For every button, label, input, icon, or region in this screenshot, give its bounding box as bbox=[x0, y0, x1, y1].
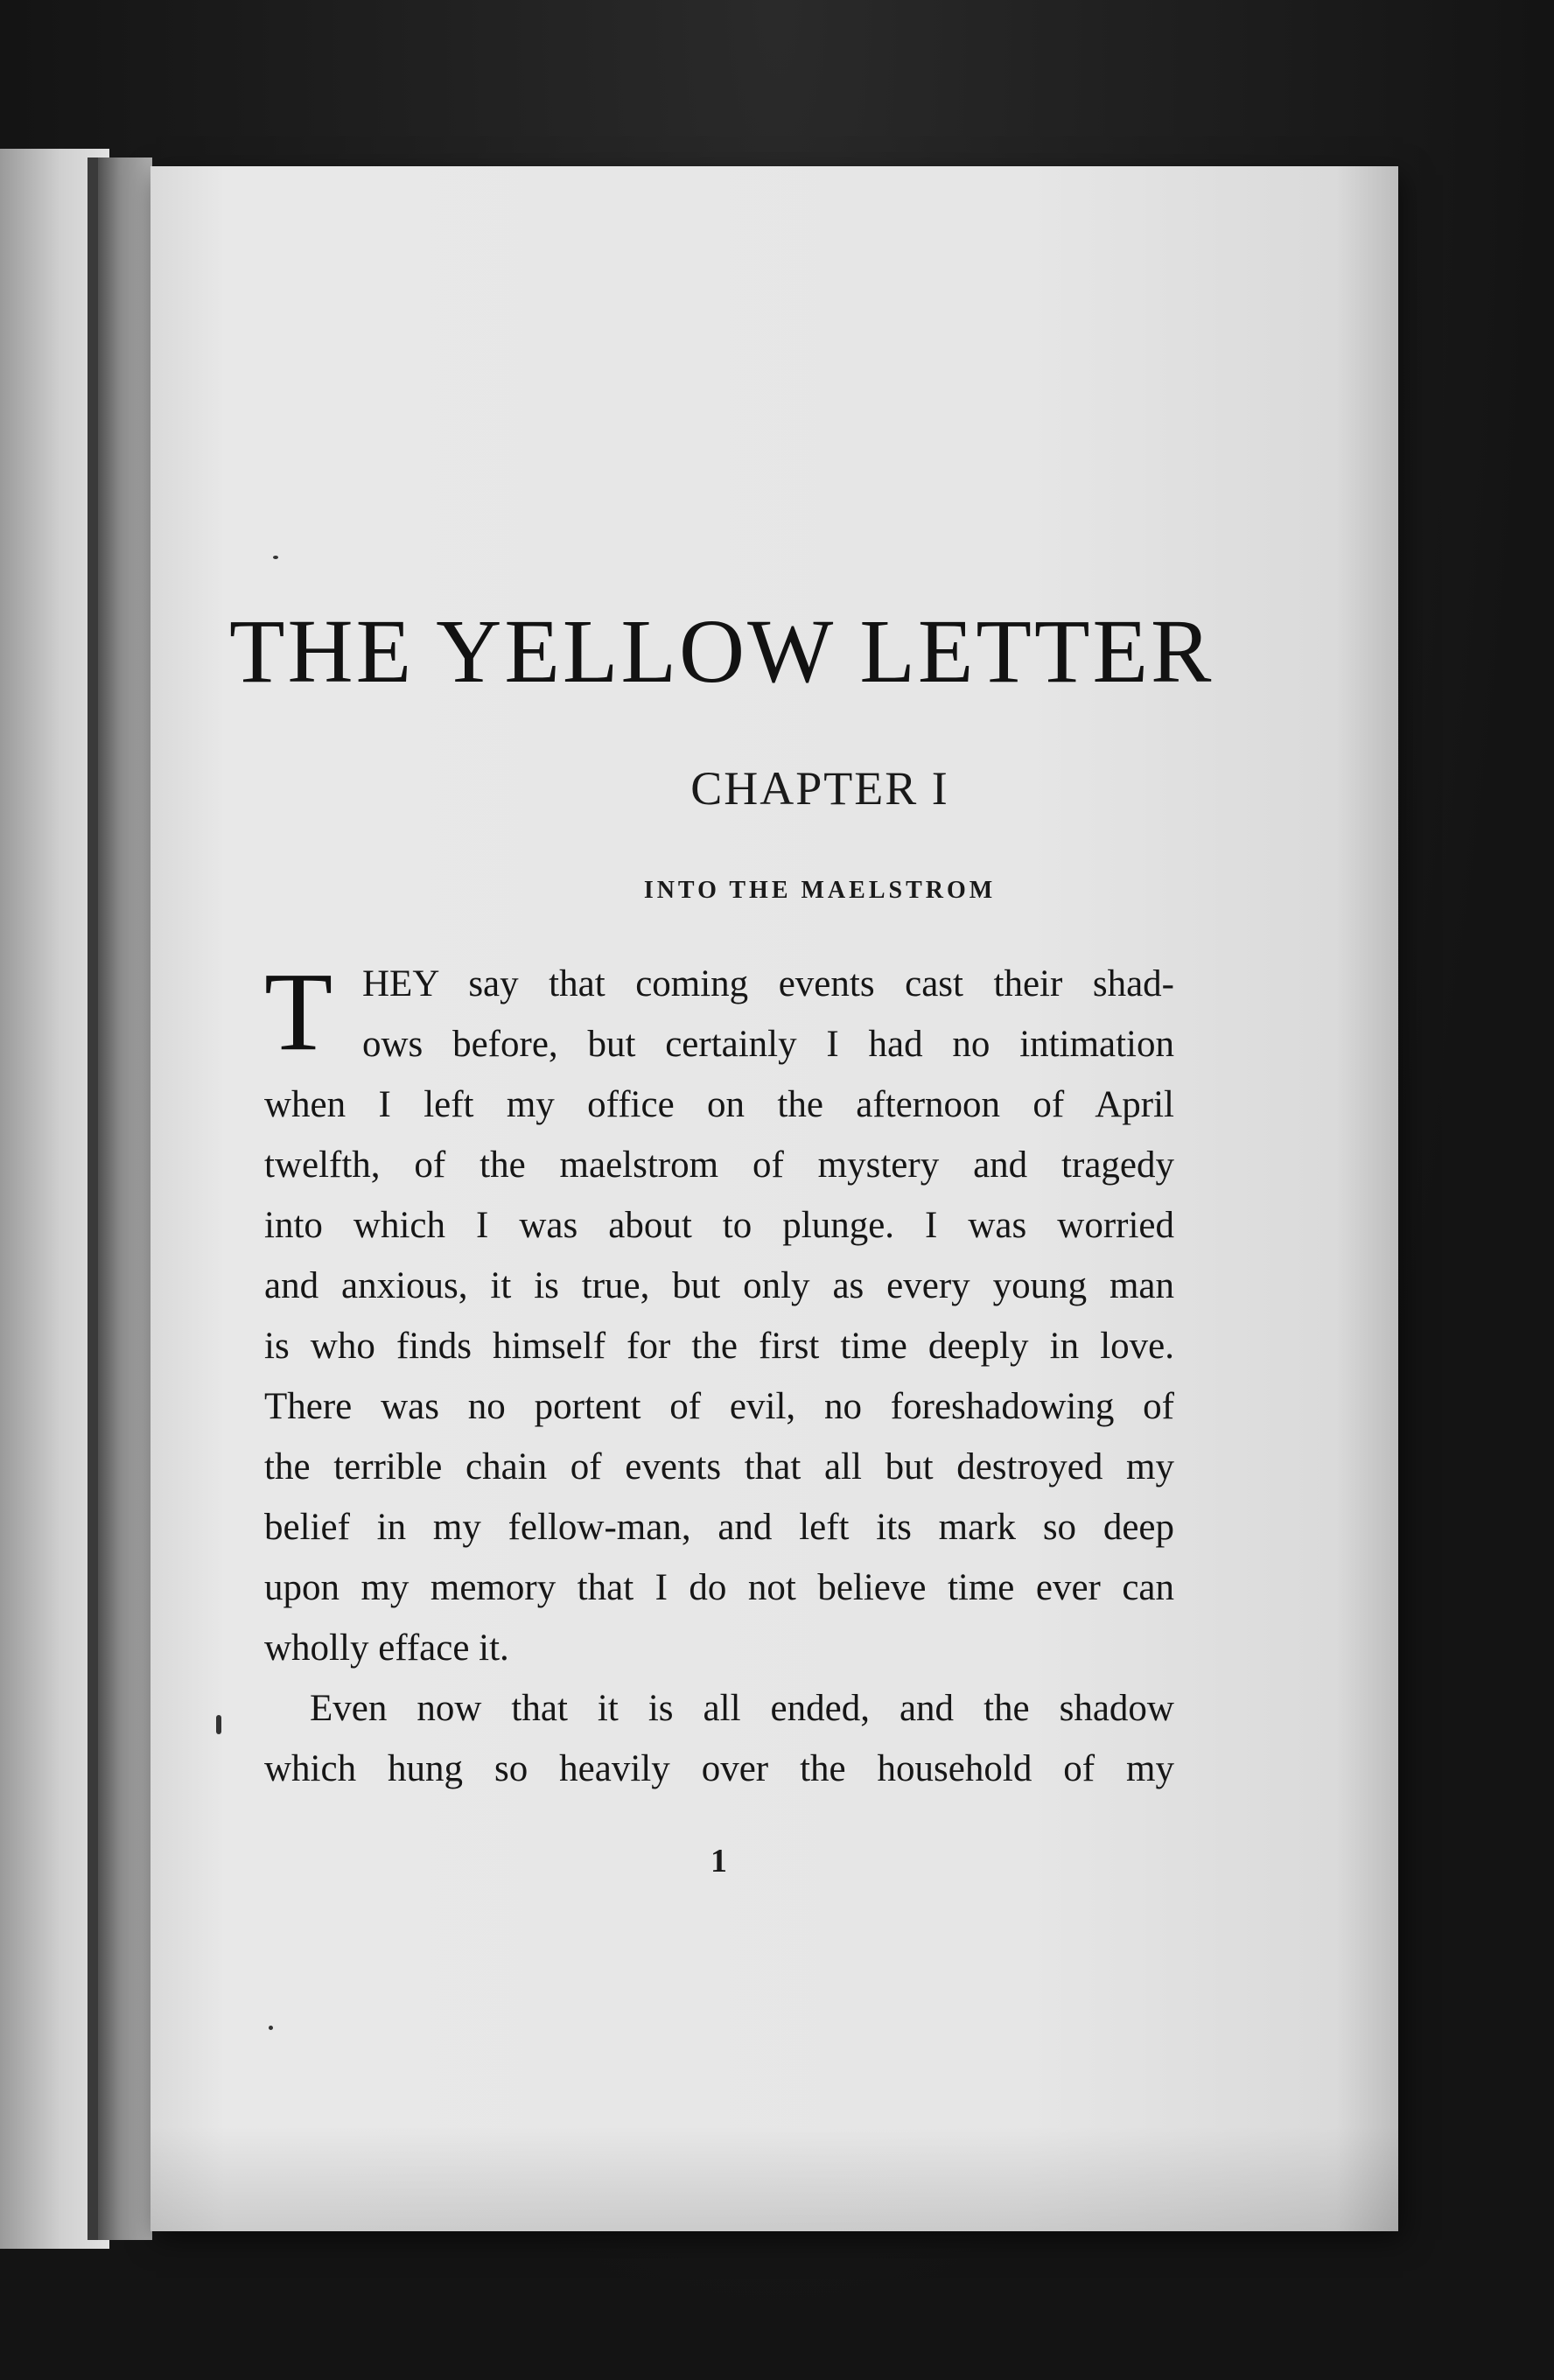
text-line: the terrible chain of events that all but destroyed my bbox=[264, 1446, 1174, 1488]
text-line: into which I was about to plunge. I was worried bbox=[264, 1205, 1174, 1246]
text-line: upon my memory that I do not believe time ever can bbox=[264, 1567, 1174, 1608]
body-text bbox=[264, 949, 1174, 1799]
text-line: is who finds himself for the first time deeply in love. bbox=[264, 1326, 1174, 1367]
text-line: HEY say that coming events cast their shad- bbox=[362, 963, 1174, 1004]
text-line: There was no portent of evil, no foreshadowing of bbox=[264, 1386, 1174, 1427]
book-spine bbox=[98, 158, 152, 2240]
page-number: 1 bbox=[710, 1843, 727, 1880]
text-line: Even now that it is all ended, and the shadow bbox=[310, 1688, 1174, 1729]
opening-paragraph bbox=[264, 949, 1174, 1678]
chapter-title: INTO THE MAELSTROM bbox=[643, 877, 997, 904]
dust-speck bbox=[273, 556, 278, 559]
text-line: when I left my office on the afternoon of April bbox=[264, 1084, 1174, 1125]
dust-speck bbox=[269, 2026, 273, 2030]
text-line: wholly efface it. bbox=[264, 1628, 509, 1669]
text-line: which hung so heavily over the household of my bbox=[264, 1748, 1174, 1789]
text-line: twelfth, of the maelstrom of mystery and tragedy bbox=[264, 1144, 1174, 1186]
book-page bbox=[150, 166, 1398, 2231]
dust-speck bbox=[216, 1715, 221, 1734]
chapter-heading: CHAPTER I bbox=[690, 762, 949, 815]
book-title: THE YELLOW LETTER bbox=[229, 601, 1214, 702]
text-line: belief in my fellow-man, and left its mark so deep bbox=[264, 1507, 1174, 1548]
text-line: and anxious, it is true, but only as every young man bbox=[264, 1265, 1174, 1306]
second-paragraph bbox=[264, 1678, 1174, 1799]
drop-cap: T bbox=[264, 949, 333, 1074]
text-line: ows before, but certainly I had no intimation bbox=[362, 1024, 1174, 1065]
